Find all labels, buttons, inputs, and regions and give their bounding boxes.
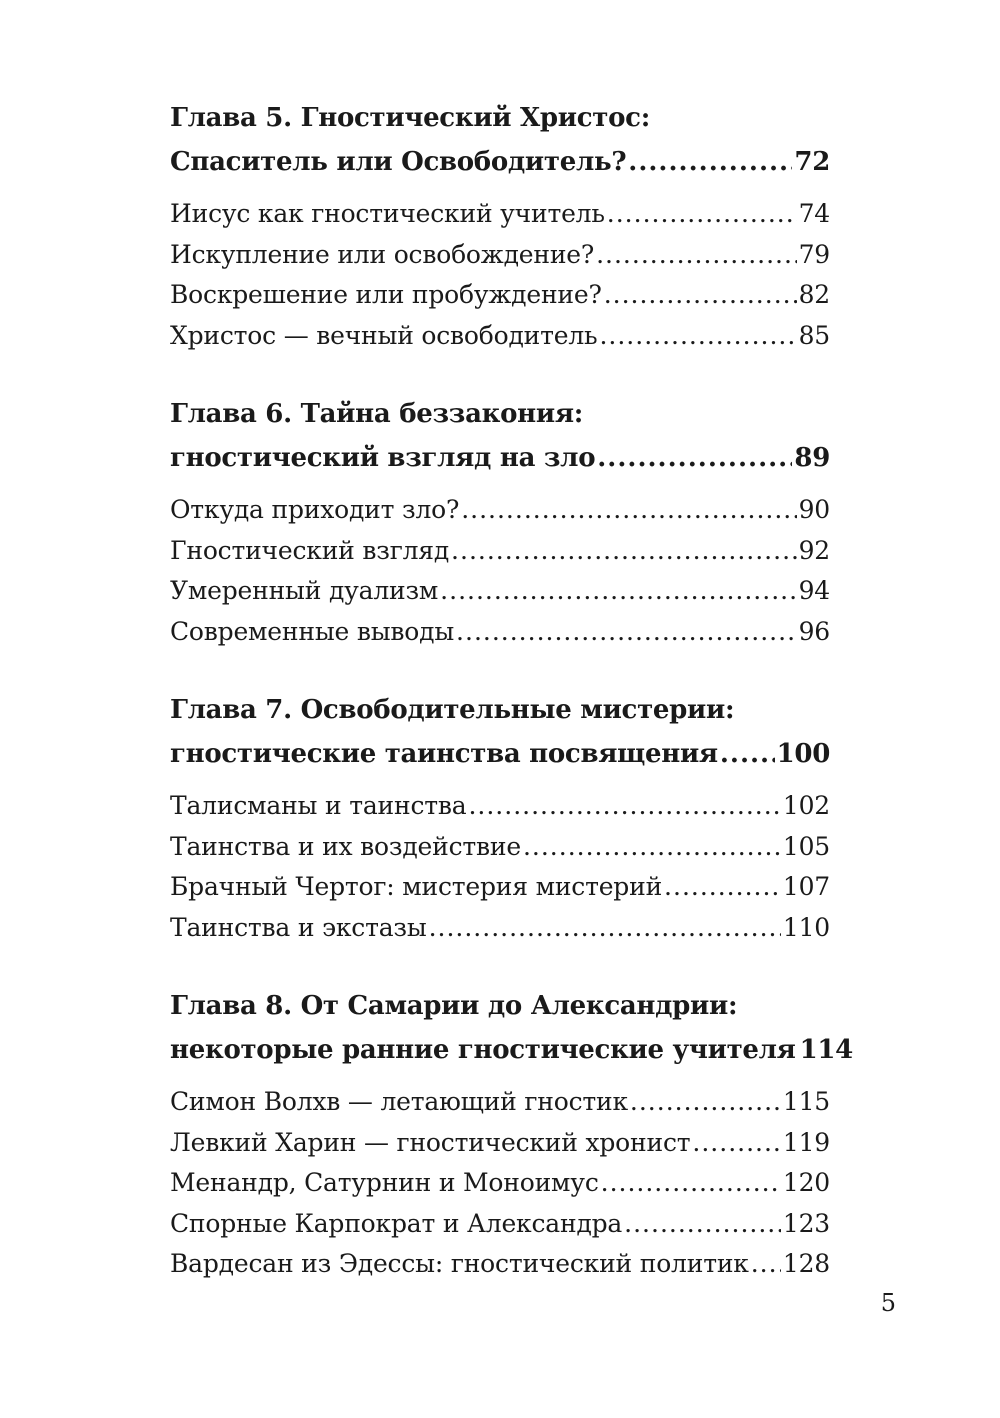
entry-title: Симон Волхв — летающий гностик: [170, 1087, 628, 1116]
chapter-7: [170, 688, 830, 948]
leader-dots: [468, 786, 780, 827]
chapter-page-number: 72: [794, 147, 830, 177]
chapter-title-line2: гностические таинства посвящения: [170, 739, 718, 769]
section-list: [170, 1082, 830, 1285]
chapter-page-number: 100: [776, 739, 830, 769]
chapter-6: [170, 392, 830, 652]
chapter-title-line2: Спаситель или Освободитель?: [170, 147, 627, 177]
chapter-heading[interactable]: [170, 688, 830, 776]
toc-entry[interactable]: [170, 316, 830, 357]
leader-dots: [628, 140, 792, 184]
page-number: 5: [880, 1289, 896, 1317]
leader-dots: [751, 1244, 781, 1285]
entry-page-number: 96: [798, 616, 830, 646]
entry-page-number: 94: [798, 576, 830, 605]
entry-page-number: 74: [798, 199, 830, 228]
entry-title: Христос — вечный освободитель: [170, 320, 598, 350]
chapter-title-line2: некоторые ранние гностические учителя: [170, 1035, 796, 1065]
leader-dots: [664, 867, 781, 908]
chapter-title-row: [170, 1028, 853, 1072]
toc-entry[interactable]: [170, 612, 830, 653]
chapter-title-line1: Глава 7. Освободительные мистерии:: [170, 695, 735, 725]
entry-page-number: 128: [782, 1249, 830, 1278]
leader-dots: [630, 1082, 781, 1123]
section-list: [170, 786, 830, 948]
leader-dots: [720, 732, 775, 776]
chapter-title-line2: гностический взгляд на зло: [170, 443, 596, 473]
entry-title: Спорные Карпократ и Александра: [170, 1208, 623, 1238]
toc-entry[interactable]: [170, 1082, 830, 1123]
entry-title: Таинства и их воздействие: [170, 831, 521, 861]
entry-title: Левкий Харин — гностический хронист: [170, 1127, 691, 1157]
entry-page-number: 105: [782, 831, 830, 861]
entry-title: Брачный Чертог: мистерия мистерий: [170, 872, 663, 901]
entry-page-number: 120: [782, 1168, 830, 1197]
table-of-contents: [170, 96, 853, 1321]
entry-page-number: 90: [798, 495, 830, 524]
entry-page-number: 123: [782, 1208, 830, 1238]
toc-entry[interactable]: [170, 908, 830, 949]
entry-title: Откуда приходит зло?: [170, 495, 460, 524]
leader-dots: [624, 1204, 781, 1245]
entry-page-number: 115: [782, 1087, 830, 1116]
chapter-title-row: [170, 436, 830, 480]
chapter-title-line1: Глава 6. Тайна беззакония:: [170, 399, 584, 429]
entry-page-number: 82: [798, 280, 830, 309]
toc-entry[interactable]: [170, 571, 830, 612]
toc-entry[interactable]: [170, 1163, 830, 1204]
toc-entry[interactable]: [170, 194, 830, 235]
chapter-title-line1: Глава 8. От Самарии до Александрии:: [170, 991, 738, 1021]
leader-dots: [601, 1163, 781, 1204]
chapter-5: [170, 96, 830, 356]
section-list: [170, 490, 830, 652]
entry-page-number: 119: [782, 1127, 830, 1157]
leader-dots: [604, 275, 797, 316]
leader-dots: [440, 571, 796, 612]
toc-entry[interactable]: [170, 531, 830, 572]
chapter-heading[interactable]: [170, 392, 830, 480]
entry-page-number: 110: [782, 912, 830, 942]
entry-title: Искупление или освобождение?: [170, 239, 595, 269]
leader-dots: [451, 531, 797, 572]
entry-title: Вардесан из Эдессы: гностический политик: [170, 1249, 749, 1278]
leader-dots: [599, 316, 796, 357]
section-list: [170, 194, 830, 356]
chapter-8: [170, 984, 853, 1285]
entry-title: Гностический взгляд: [170, 535, 450, 565]
toc-entry[interactable]: [170, 827, 830, 868]
leader-dots: [456, 612, 797, 653]
entry-page-number: 79: [798, 239, 830, 269]
chapter-title-row: [170, 140, 830, 184]
entry-page-number: 85: [798, 320, 830, 350]
entry-title: Талисманы и таинства: [170, 791, 467, 820]
toc-entry[interactable]: [170, 1123, 830, 1164]
entry-page-number: 102: [782, 791, 830, 820]
entry-page-number: 107: [782, 872, 830, 901]
leader-dots: [596, 235, 796, 276]
chapter-heading[interactable]: [170, 984, 853, 1072]
toc-entry[interactable]: [170, 275, 830, 316]
leader-dots: [692, 1123, 780, 1164]
leader-dots: [461, 490, 796, 531]
leader-dots: [523, 827, 781, 868]
entry-title: Умеренный дуализм: [170, 576, 439, 605]
leader-dots: [429, 908, 781, 949]
toc-entry[interactable]: [170, 1244, 830, 1285]
entry-title: Воскрешение или пробуждение?: [170, 280, 602, 309]
toc-entry[interactable]: [170, 235, 830, 276]
entry-title: Современные выводы: [170, 616, 455, 646]
chapter-heading[interactable]: [170, 96, 830, 184]
toc-entry[interactable]: [170, 490, 830, 531]
entry-title: Таинства и экстазы: [170, 912, 427, 942]
toc-entry[interactable]: [170, 867, 830, 908]
entry-title: Иисус как гностический учитель: [170, 199, 605, 228]
chapter-page-number: 114: [799, 1035, 853, 1065]
chapter-title-row: [170, 732, 830, 776]
chapter-title-line1: Глава 5. Гностический Христос:: [170, 103, 650, 133]
entry-title: Менандр, Сатурнин и Моноимус: [170, 1168, 599, 1197]
toc-entry[interactable]: [170, 786, 830, 827]
entry-page-number: 92: [798, 535, 830, 565]
leader-dots: [607, 194, 797, 235]
chapter-page-number: 89: [794, 443, 830, 473]
toc-entry[interactable]: [170, 1204, 830, 1245]
leader-dots: [597, 436, 792, 480]
